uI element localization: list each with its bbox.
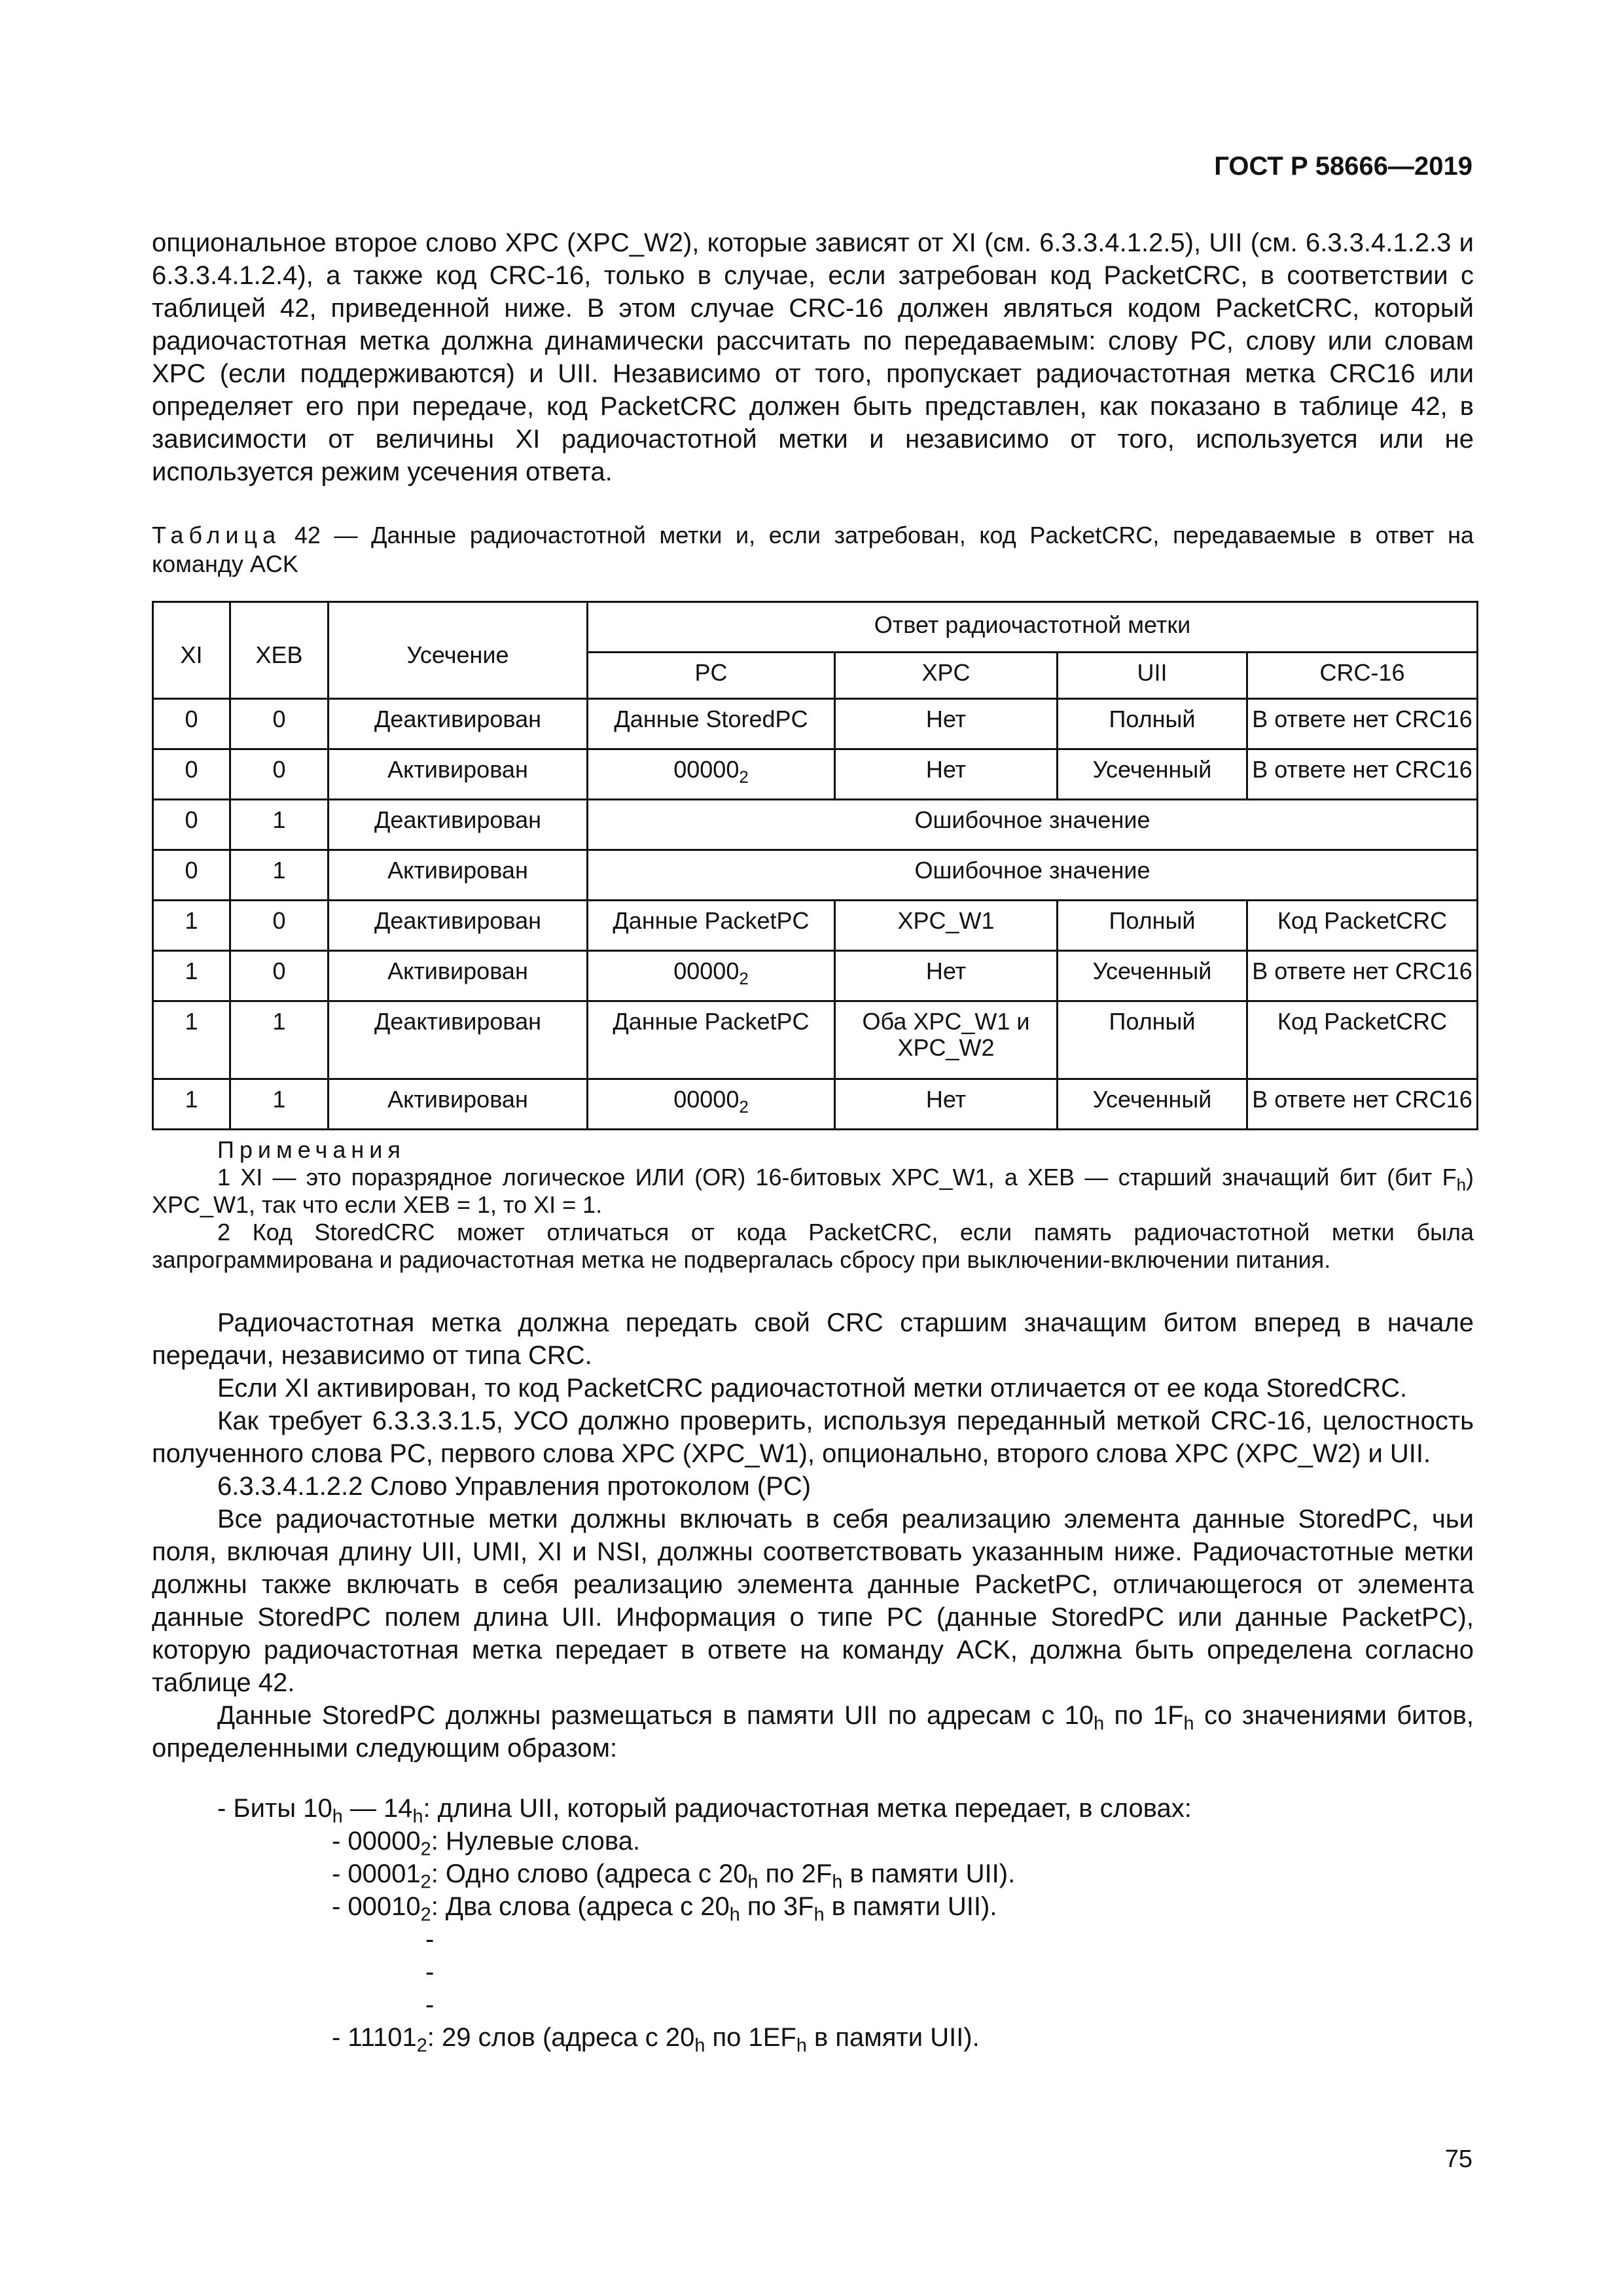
header-cell-pc: PC bbox=[588, 653, 835, 699]
binary-subscript: 2 bbox=[420, 1839, 431, 1860]
table-cell: XPC_W1 bbox=[835, 901, 1058, 951]
table-cell: Усеченный bbox=[1058, 1079, 1247, 1130]
header-cell-crc: CRC-16 bbox=[1247, 653, 1478, 699]
note-1 bbox=[152, 1164, 1474, 1219]
page-number: 75 bbox=[1444, 2145, 1472, 2173]
list-text: : Два слова (адреса с 20 bbox=[431, 1892, 730, 1921]
list-subitem bbox=[152, 1825, 1474, 1860]
list-text: в памяти UII). bbox=[842, 1859, 1016, 1888]
hex-subscript: h bbox=[694, 2035, 705, 2056]
table-caption-text: 42 — Данные радиочастотной метки и, если затребован, код PacketCRC, передаваемые в ответ на команду ACK bbox=[152, 522, 1474, 577]
list-subitem bbox=[152, 1857, 1474, 1893]
table-cell: 1 bbox=[230, 850, 329, 901]
table-cell: Нет bbox=[835, 699, 1058, 749]
list-text: — 14 bbox=[342, 1794, 413, 1823]
table-cell: 1 bbox=[153, 1001, 230, 1079]
header-cell-xeb: XEB bbox=[230, 602, 329, 699]
table-cell: Активирован bbox=[329, 1079, 588, 1130]
list-item bbox=[152, 1792, 1474, 1825]
table-cell: Активирован bbox=[329, 749, 588, 800]
table-cell: 1 bbox=[230, 1001, 329, 1079]
paragraph bbox=[152, 1699, 1474, 1765]
hex-subscript: h bbox=[832, 1871, 843, 1893]
table-cell: 0 bbox=[153, 749, 230, 800]
binary-subscript: 2 bbox=[739, 1098, 749, 1117]
table-row bbox=[153, 749, 1478, 800]
binary-subscript: 2 bbox=[420, 1904, 431, 1926]
hex-subscript: h bbox=[729, 1904, 740, 1926]
table-cell: 1 bbox=[153, 951, 230, 1001]
hex-subscript: h bbox=[813, 1904, 825, 1926]
table-cell: 0 bbox=[153, 800, 230, 850]
body-text bbox=[152, 1306, 1474, 1765]
table-cell bbox=[588, 1079, 835, 1130]
table-cell: 1 bbox=[230, 1079, 329, 1130]
table-notes bbox=[152, 1136, 1474, 1274]
note-1-text-end: ) XPC_W1, так что если XEB = 1, то XI = 1. bbox=[152, 1164, 1474, 1218]
table-cell: Код PacketCRC bbox=[1247, 1001, 1478, 1079]
table-cell: Активирован bbox=[329, 951, 588, 1001]
list-ellipsis-dash: - bbox=[425, 1990, 435, 2019]
table-cell: Нет bbox=[835, 1079, 1058, 1130]
hex-subscript: h bbox=[1094, 1713, 1105, 1734]
header-cell-xi: XI bbox=[153, 602, 230, 699]
table-cell: 0 bbox=[153, 850, 230, 901]
table-cell: Полный bbox=[1058, 1001, 1247, 1079]
table-cell: Активирован bbox=[329, 850, 588, 901]
table-row bbox=[153, 850, 1478, 901]
table-cell: Усеченный bbox=[1058, 951, 1247, 1001]
paragraph: Все радиочастотные метки должны включать в себя реализацию элемента данные StoredPC, чьи поля, включая длину UII, UMI, XI и NSI, должны соответствовать указанным ниже. Радиочастотные метки должны также включать в себя реализацию элемента данные PacketPC, отличающегося от элемента данные StoredPC полем длина UII. Информация о типе PC (данные StoredPC или данные PacketPC), которую радиочастотная метка передает в ответе на команду ACK, должна быть определена согласно таблице 42. bbox=[152, 1505, 1474, 1697]
hex-subscript: h bbox=[1183, 1713, 1194, 1734]
note-1-text: 1 XI — это поразрядное логическое ИЛИ (OR) 16-битовых XPC_W1, а XEB — старший значащий бит (бит F bbox=[217, 1164, 1457, 1191]
list-subitem bbox=[152, 1890, 1474, 1926]
header-cell-xpc: XPC bbox=[835, 653, 1058, 699]
binary-code: - 00001 bbox=[332, 1859, 421, 1888]
intro-paragraph: опциональное второе слово XPC (XPC_W2), которые зависят от XI (см. 6.3.3.4.1.2.5), UII (см. 6.3.3.4.1.2.3 и 6.3.3.4.1.2.4), а также код CRC-16, только в случае, если затребован код PacketCRC, в соответствии с таблицей 42, приведенной ниже. В этом случае CRC-16 должен являться кодом PacketCRC, который радиочастотная метка должна динамически рассчитать по передаваемым: слову PC, слову или словам XPC (если поддерживаются) и UII. Независимо от того, пропускает радиочастотная метка CRC16 или определяет его при передаче, код PacketCRC должен быть представлен, как показано в таблице 42, в зависимости от величины XI радиочастотной метки и независимо от того, используется или не используется режим усечения ответа. bbox=[152, 228, 1474, 486]
hex-subscript: h bbox=[332, 1806, 343, 1827]
notes-title: Примечания bbox=[217, 1136, 406, 1163]
data-table bbox=[152, 601, 1478, 1130]
binary-code: - 00000 bbox=[332, 1827, 421, 1856]
table-cell: Полный bbox=[1058, 901, 1247, 951]
table-cell: 0 bbox=[230, 699, 329, 749]
list-text: по 2F bbox=[758, 1859, 832, 1888]
list-text: : Одно слово (адреса с 20 bbox=[431, 1859, 748, 1888]
table-row bbox=[153, 1079, 1478, 1130]
table-cell: 1 bbox=[230, 800, 329, 850]
table-cell-merged: Ошибочное значение bbox=[588, 850, 1478, 901]
table-cell: 0 bbox=[153, 699, 230, 749]
list-text: - Биты 10 bbox=[217, 1794, 332, 1823]
list-ellipsis-dash: - bbox=[425, 1925, 435, 1954]
section-heading: 6.3.3.4.1.2.2 Слово Управления протоколом (PC) bbox=[217, 1472, 812, 1501]
list-text: в памяти UII). bbox=[824, 1892, 997, 1921]
table-cell bbox=[588, 951, 835, 1001]
table-cell: 1 bbox=[153, 901, 230, 951]
table-cell: В ответе нет CRC16 bbox=[1247, 699, 1478, 749]
list-text: : 29 слов (адреса с 20 bbox=[427, 2023, 695, 2052]
table-row bbox=[153, 1001, 1478, 1079]
paragraph-text: со значениями битов, определенными следующим образом: bbox=[152, 1701, 1474, 1763]
table-cell: Деактивирован bbox=[329, 699, 588, 749]
paragraph: Если XI активирован, то код PacketCRC радиочастотной метки отличается от ее кода StoredCRC. bbox=[217, 1374, 1408, 1403]
list-text: по 3F bbox=[740, 1892, 814, 1921]
hex-subscript: h bbox=[412, 1806, 423, 1827]
table-row bbox=[153, 699, 1478, 749]
table-cell: Деактивирован bbox=[329, 901, 588, 951]
table-cell: Оба XPC_W1 и XPC_W2 bbox=[835, 1001, 1058, 1079]
header-cell-reply: Ответ радиочастотной метки bbox=[588, 602, 1478, 653]
hex-subscript: h bbox=[747, 1871, 758, 1893]
table-cell: 0 bbox=[230, 901, 329, 951]
hex-subscript: h bbox=[796, 2035, 807, 2056]
table-cell: В ответе нет CRC16 bbox=[1247, 749, 1478, 800]
table-row bbox=[153, 951, 1478, 1001]
table-row bbox=[153, 800, 1478, 850]
binary-value: 00000 bbox=[673, 756, 740, 783]
table-cell: 0 bbox=[230, 749, 329, 800]
table-cell: 1 bbox=[153, 1079, 230, 1130]
table-cell: Данные PacketPC bbox=[588, 1001, 835, 1079]
paragraph-text: по 1F bbox=[1104, 1701, 1184, 1730]
paragraph: Радиочастотная метка должна передать свой CRC старшим значащим битом вперед в начале передачи, независимо от типа CRC. bbox=[152, 1308, 1474, 1370]
table-cell: Нет bbox=[835, 749, 1058, 800]
binary-code: - 11101 bbox=[332, 2023, 417, 2052]
table-cell: В ответе нет CRC16 bbox=[1247, 951, 1478, 1001]
binary-value: 00000 bbox=[673, 958, 740, 984]
binary-subscript: 2 bbox=[420, 1871, 431, 1893]
paragraph: Как требует 6.3.3.3.1.5, УСО должно проверить, используя переданный меткой CRC-16, целостность полученного слова PC, первого слова XPC (XPC_W1), опционально, второго слова XPC (XPC_W2) и UII. bbox=[152, 1407, 1474, 1468]
bit-definition-list bbox=[152, 1792, 1474, 2054]
list-text: : Нулевые слова. bbox=[431, 1827, 641, 1856]
table-cell: Деактивирован bbox=[329, 1001, 588, 1079]
list-ellipsis-dash: - bbox=[425, 1958, 435, 1986]
table-cell: 0 bbox=[230, 951, 329, 1001]
paragraph-text: Данные StoredPC должны размещаться в памяти UII по адресам с 10 bbox=[217, 1701, 1094, 1730]
document-header: ГОСТ Р 58666—2019 bbox=[1214, 152, 1472, 181]
table-cell: Полный bbox=[1058, 699, 1247, 749]
table-header-row bbox=[153, 602, 1478, 653]
binary-code: - 00010 bbox=[332, 1892, 421, 1921]
table-cell: Деактивирован bbox=[329, 800, 588, 850]
table-caption-label: Таблица bbox=[152, 522, 281, 548]
binary-subscript: 2 bbox=[739, 768, 749, 787]
list-text: в памяти UII). bbox=[806, 2023, 980, 2052]
table-cell: Данные StoredPC bbox=[588, 699, 835, 749]
table-cell: В ответе нет CRC16 bbox=[1247, 1079, 1478, 1130]
list-text: по 1EF bbox=[705, 2023, 796, 2052]
list-subitem bbox=[152, 2021, 1474, 2054]
note-2: 2 Код StoredCRC может отличаться от кода PacketCRC, если память радиочастотной метки была запрограммирована и радиочастотная метка не подвергалась сбросу при выключении-включении питания. bbox=[152, 1219, 1474, 1273]
list-text: : длина UII, который радиочастотная метка передает, в словах: bbox=[423, 1794, 1192, 1823]
table-cell: Нет bbox=[835, 951, 1058, 1001]
hex-subscript: h bbox=[1456, 1175, 1466, 1194]
binary-subscript: 2 bbox=[416, 2035, 427, 2056]
table-cell: Данные PacketPC bbox=[588, 901, 835, 951]
table-cell: Код PacketCRC bbox=[1247, 901, 1478, 951]
table-cell bbox=[588, 749, 835, 800]
table-caption bbox=[152, 521, 1474, 579]
header-cell-uii: UII bbox=[1058, 653, 1247, 699]
table-row bbox=[153, 901, 1478, 951]
binary-subscript: 2 bbox=[739, 969, 749, 988]
table-cell: Усеченный bbox=[1058, 749, 1247, 800]
header-cell-truncation: Усечение bbox=[329, 602, 588, 699]
table-cell-merged: Ошибочное значение bbox=[588, 800, 1478, 850]
binary-value: 00000 bbox=[673, 1086, 740, 1113]
